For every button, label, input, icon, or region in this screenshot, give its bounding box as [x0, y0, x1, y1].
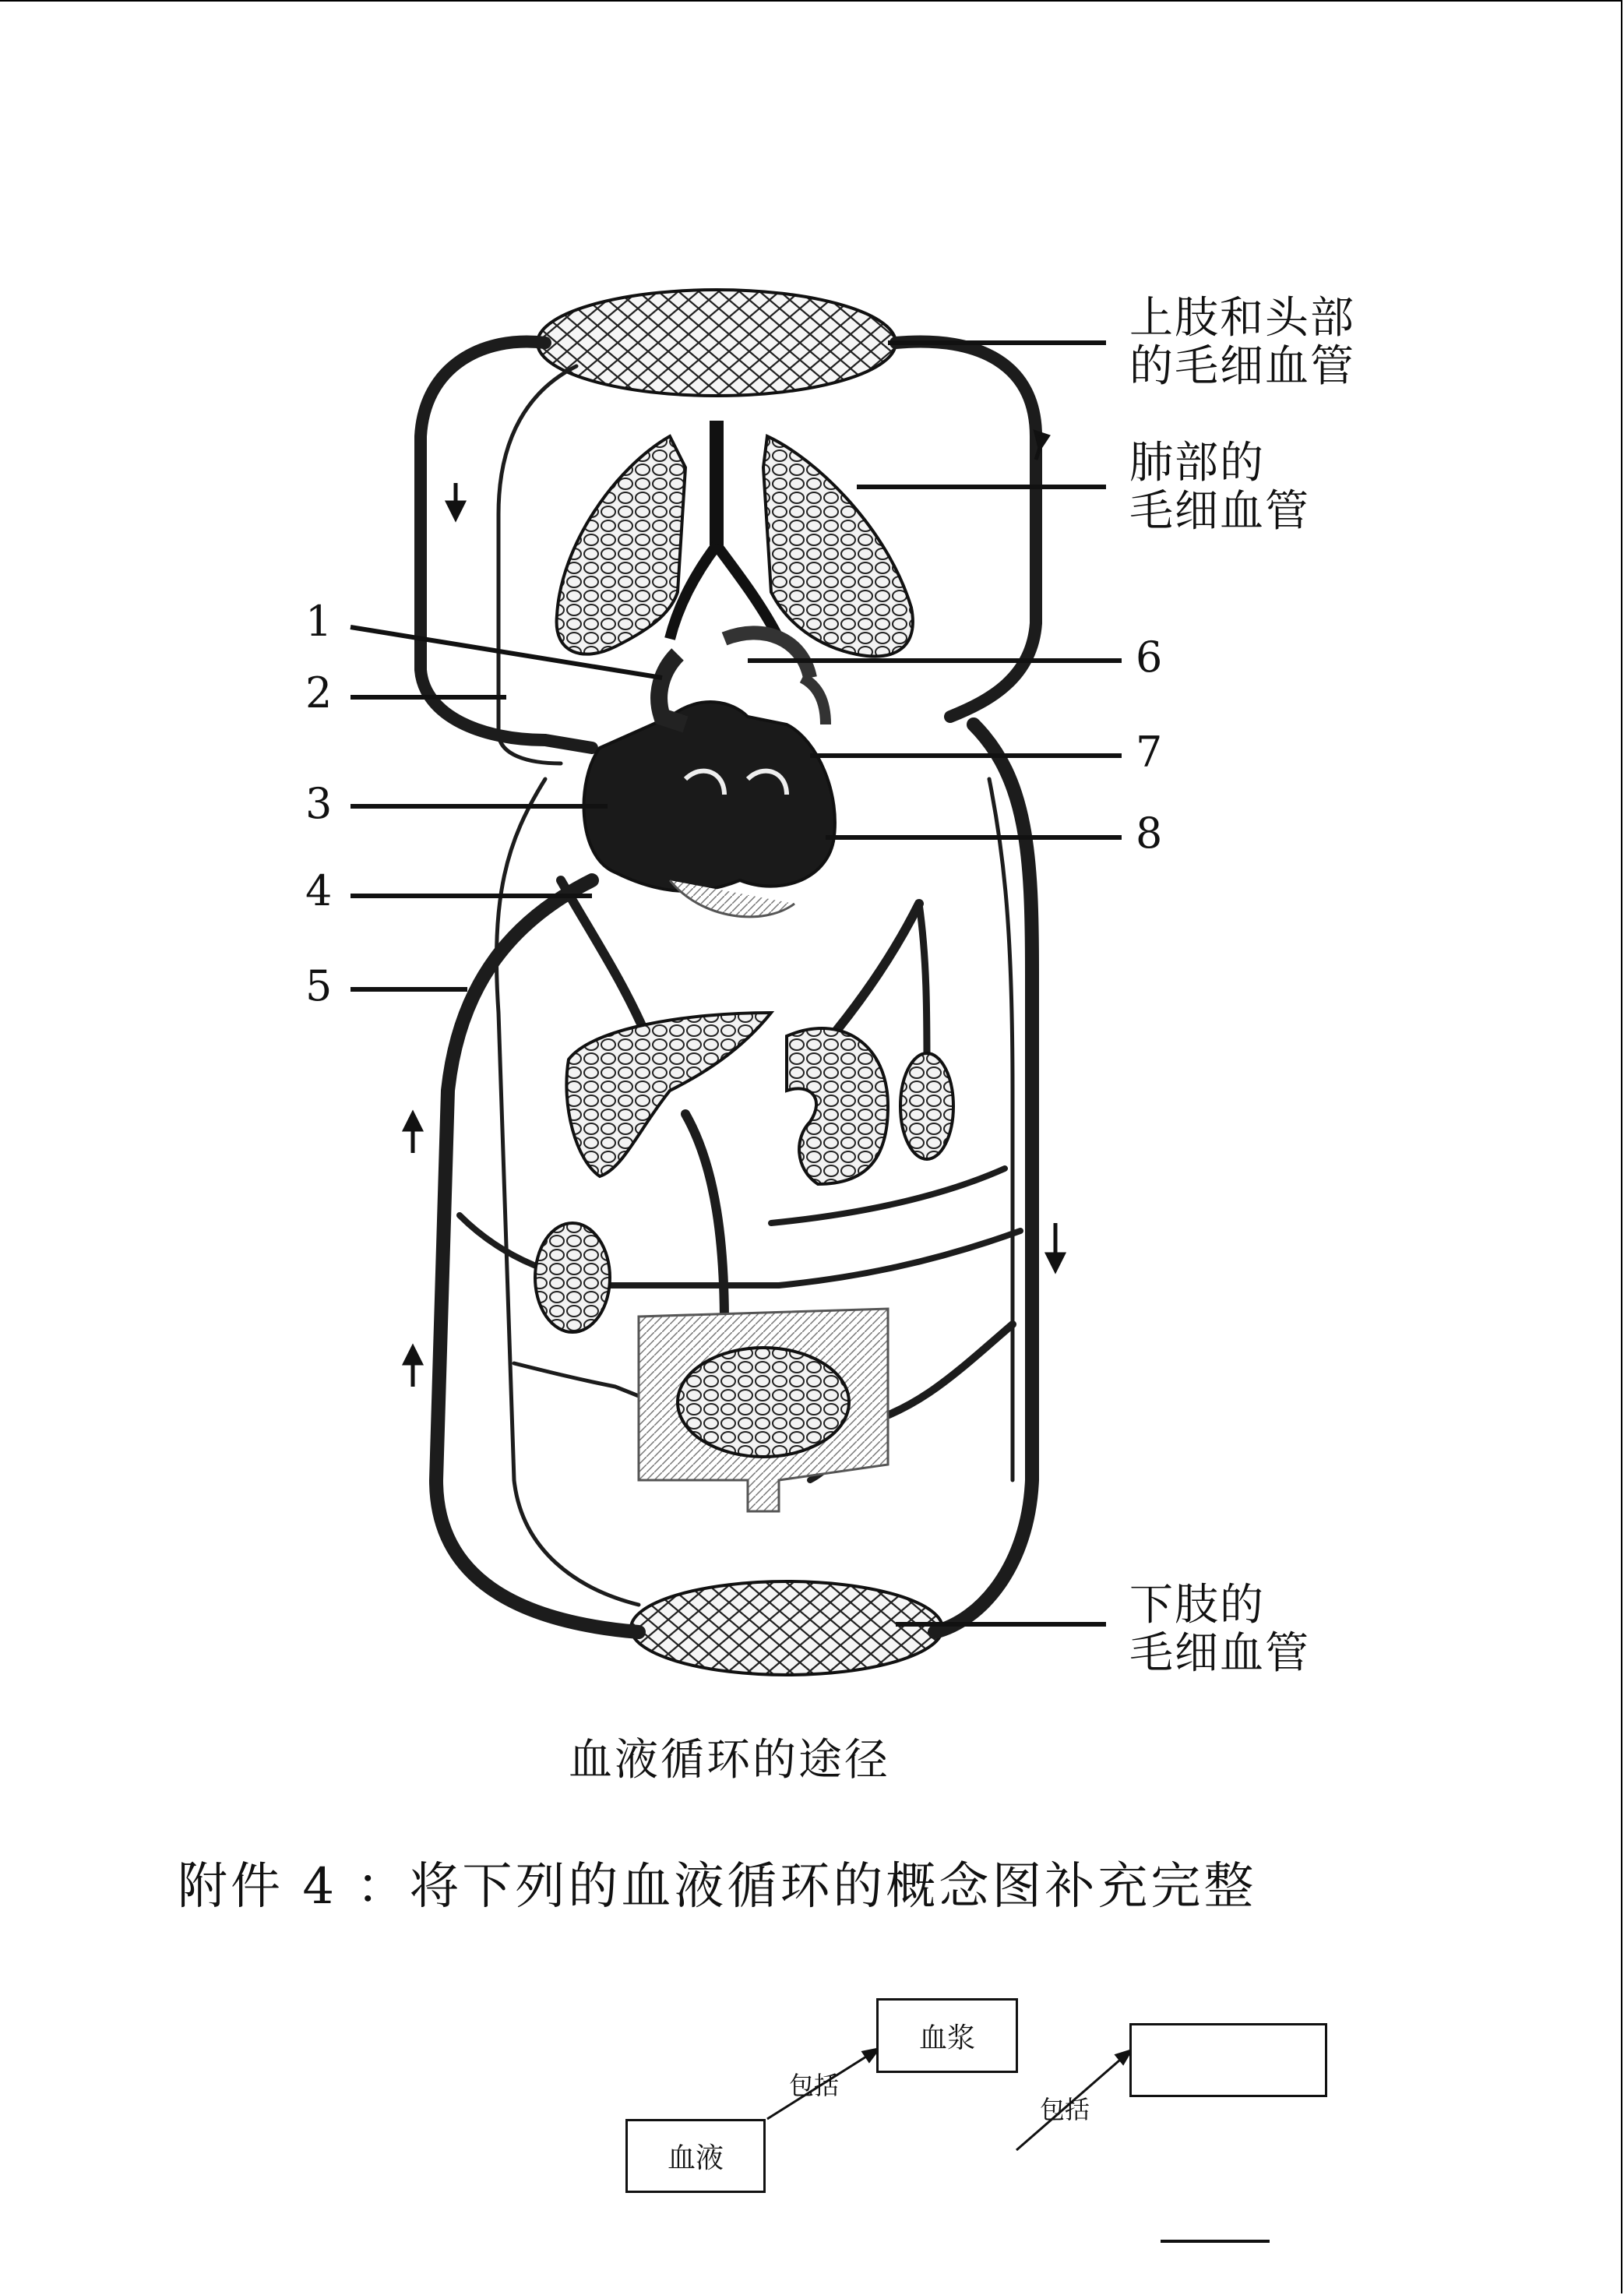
- stomach: [787, 1028, 888, 1184]
- lower-capillary-network: [631, 1581, 942, 1675]
- label-upper-capillaries-line2: 的毛细血管: [1129, 341, 1355, 392]
- diagram-caption: 血液循环的途径: [569, 1735, 890, 1786]
- number-label-8: 8: [1136, 809, 1163, 858]
- number-label-6: 6: [1136, 633, 1163, 682]
- upper-capillary-network: [537, 290, 896, 396]
- label-lower-capillaries-line2: 毛细血管: [1129, 1628, 1310, 1679]
- heart: [584, 633, 835, 917]
- spleen: [900, 1053, 953, 1159]
- label-upper-capillaries-line1: 上肢和头部: [1129, 293, 1355, 344]
- edge-label-includes-2: 包括: [1040, 2095, 1090, 2124]
- lungs: [557, 421, 913, 657]
- label-lung-capillaries-line1: 肺部的: [1129, 438, 1265, 488]
- section-heading: 附件 4 ：将下列的血液循环的概念图补充完整: [178, 1858, 1257, 1916]
- concept-box-blood: 血液: [625, 2119, 766, 2193]
- label-lower-capillaries-line1: 下肢的: [1129, 1580, 1265, 1630]
- number-label-1: 1: [305, 597, 333, 646]
- label-upper-capillaries: [1129, 294, 1355, 391]
- label-lower-capillaries: [1129, 1581, 1310, 1678]
- intestine: [639, 1309, 888, 1511]
- label-lung-capillaries-line2: 毛细血管: [1129, 486, 1310, 537]
- kidney: [535, 1223, 610, 1332]
- label-lung-capillaries: [1129, 439, 1310, 536]
- concept-box-blank[interactable]: [1129, 2023, 1327, 2097]
- number-label-7: 7: [1136, 728, 1163, 777]
- number-label-3: 3: [305, 779, 333, 828]
- edge-label-includes-1: 包括: [789, 2071, 840, 2100]
- number-label-5: 5: [305, 961, 333, 1010]
- number-label-4: 4: [305, 866, 333, 915]
- concept-box-plasma: 血浆: [876, 1998, 1018, 2073]
- number-label-2: 2: [305, 668, 333, 717]
- liver: [566, 1013, 771, 1176]
